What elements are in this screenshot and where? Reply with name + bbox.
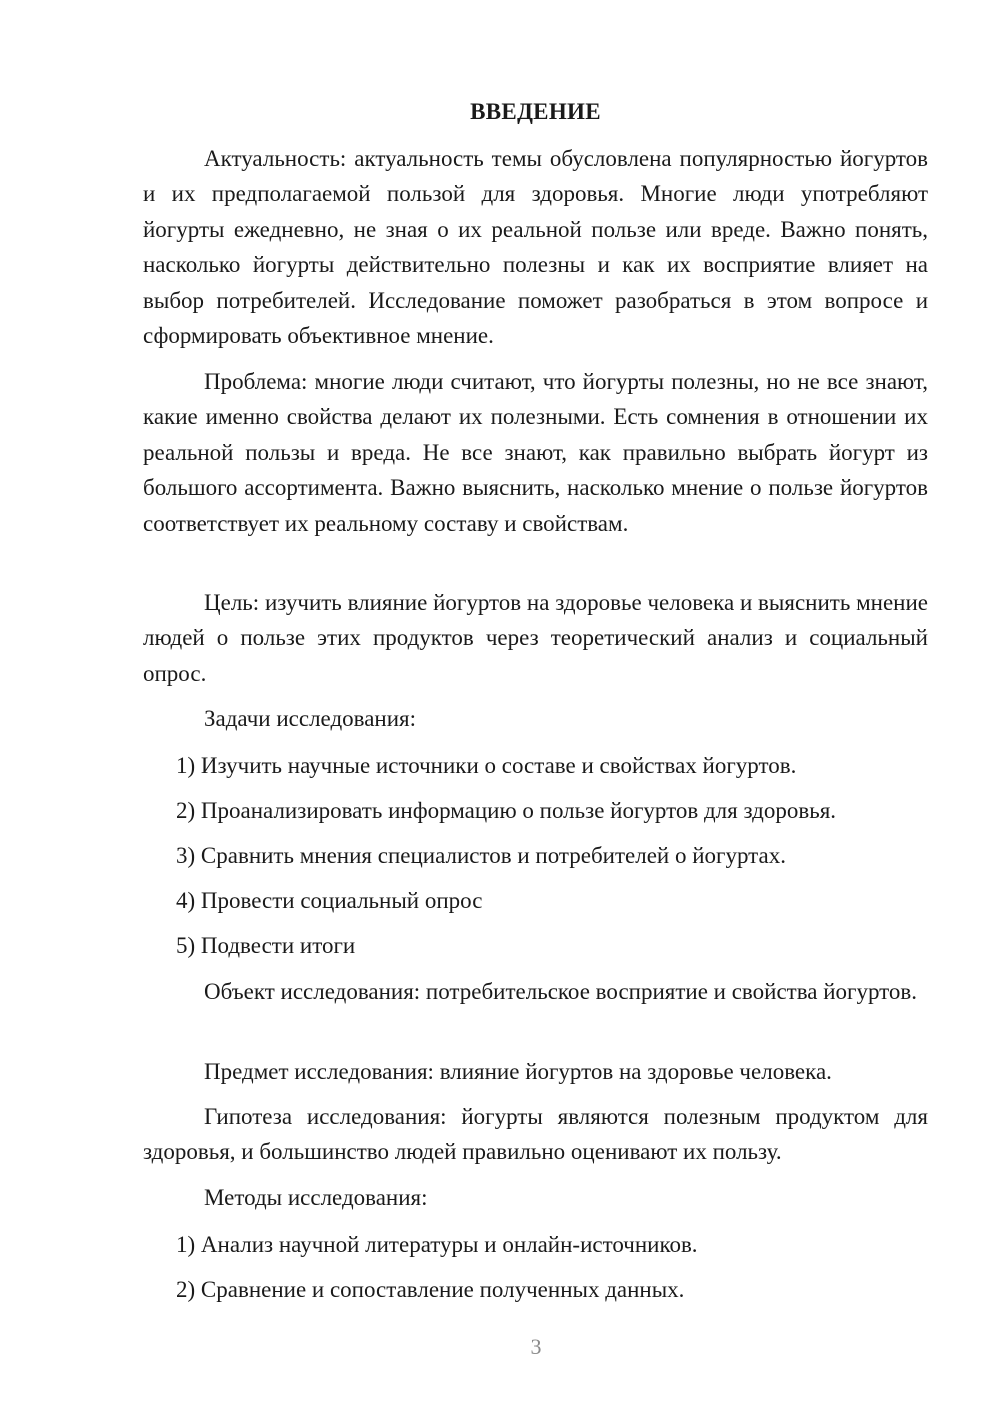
methods-title: Методы исследования: [204,1185,428,1210]
task-item: 1) Изучить научные источники о составе и свойствах йогуртов. [176,753,797,778]
relevance-paragraph: Актуальность: актуальность темы обусловлена популярностью йогуртов и их предполагаемой пользой для здоровья. Многие люди употребляют йогурты ежедневно, не зная о их реальной пользе или вреде. Важно понять, насколько йогурты действительно полезны и как их восприятие влияет на выбор потребителей. Исследование поможет разобраться в этом вопросе и сформировать объективное мнение. [143,146,928,349]
hypothesis-paragraph: Гипотеза исследования: йогурты являются полезным продуктом для здоровья, и большинство людей правильно оценивают их пользу. [143,1104,928,1165]
problem-paragraph: Проблема: многие люди считают, что йогурты полезны, но не все знают, какие именно свойства делают их полезными. Есть сомнения в отношении их реальной пользы и вреда. Не все знают, как правильно выбрать йогурт из большого ассортимента. Важно выяснить, насколько мнение о пользе йогуртов соответствует их реальному составу и свойствам. [143,369,928,536]
task-item: 5) Подвести итоги [176,933,356,958]
task-item: 2) Проанализировать информацию о пользе йогуртов для здоровья. [176,798,837,823]
task-item: 4) Провести социальный опрос [176,888,483,913]
section-heading: ВВЕДЕНИЕ [470,99,601,124]
tasks-title: Задачи исследования: [204,706,417,731]
page-number: 3 [530,1334,542,1359]
subject-paragraph: Предмет исследования: влияние йогуртов на здоровье человека. [204,1059,832,1084]
method-item: 2) Сравнение и сопоставление полученных данных. [176,1277,685,1302]
method-item: 1) Анализ научной литературы и онлайн-источников. [176,1232,698,1257]
goal-paragraph: Цель: изучить влияние йогуртов на здоровье человека и выяснить мнение людей о пользе этих продуктов через теоретический анализ и социальный опрос. [143,590,928,686]
object-paragraph: Объект исследования: потребительское восприятие и свойства йогуртов. [204,979,918,1004]
task-item: 3) Сравнить мнения специалистов и потребителей о йогуртах. [176,843,786,868]
